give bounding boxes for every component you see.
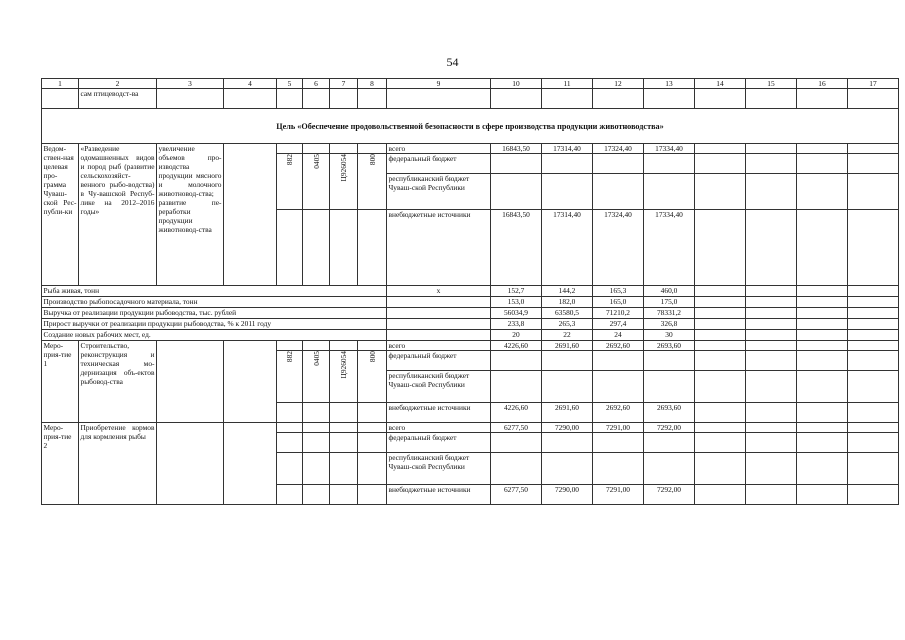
table-cell [797,330,848,341]
table-cell [277,210,303,286]
value-cell: 20 [491,330,542,341]
value-cell: 17314,40 [542,144,593,154]
table-cell [797,89,848,109]
table-cell [358,485,387,505]
table-cell [797,297,848,308]
table-cell [644,89,695,109]
value-cell [542,351,593,371]
table-cell [330,341,358,351]
indicator-mark [387,308,491,319]
rz-code: 0405 [303,351,330,403]
measure-row [42,341,899,351]
table-cell [277,485,303,505]
table-cell [695,297,746,308]
table-cell [491,89,542,109]
value-cell: 165,3 [593,286,644,297]
table-cell [330,433,358,453]
table-cell [746,433,797,453]
value-cell [491,433,542,453]
header-cell: 13 [644,79,695,89]
header-cell: 5 [277,79,303,89]
funding-source: федеральный бюджет [387,154,491,174]
funding-source: республиканский бюджет Чуваш-ской Республики [387,453,491,485]
header-cell: 1 [42,79,79,89]
table-cell [303,403,330,423]
value-cell: 17334,40 [644,210,695,286]
table-cell [797,403,848,423]
table-cell [277,423,303,433]
value-cell: 144,2 [542,286,593,297]
value-cell: 78331,2 [644,308,695,319]
vr-code: 800 [358,351,387,403]
value-cell: 2691,60 [542,403,593,423]
value-cell: 153,0 [491,297,542,308]
table-cell [695,423,746,433]
csr-code: Ц926054 [330,154,358,210]
table-cell [695,403,746,423]
table-cell [746,144,797,154]
value-cell: 7290,00 [542,423,593,433]
goal-row [42,109,899,144]
table-cell [695,286,746,297]
table-cell [695,433,746,453]
table-cell [277,341,303,351]
value-cell: 7292,00 [644,423,695,433]
indicator-mark [387,297,491,308]
table-cell [848,341,899,351]
value-cell [491,453,542,485]
table-cell [797,423,848,433]
value-cell: 2691,60 [542,341,593,351]
table-cell [746,89,797,109]
table-cell [746,403,797,423]
value-cell: 17334,40 [644,144,695,154]
program-table [41,78,899,505]
value-cell [542,154,593,174]
table-cell [277,433,303,453]
table-cell [224,89,277,109]
table-cell [42,89,79,109]
funding-source: республиканский бюджет Чуваш-ской Республики [387,371,491,403]
table-cell [224,423,277,505]
indicator-row [42,297,899,308]
table-cell [848,453,899,485]
table-cell [157,89,224,109]
continuation-row [42,89,899,109]
funding-source: всего [387,144,491,154]
header-cell: 11 [542,79,593,89]
value-cell [593,371,644,403]
indicator-label: Производство рыбопосадочного материала, тонн [42,297,387,308]
table-cell [277,144,303,154]
table-cell [303,144,330,154]
table-cell [330,423,358,433]
table-cell [358,403,387,423]
goal-text: Цель «Обеспечение продовольственной безопасности в сфере производства продукции животноводства» [42,109,899,144]
table-cell [358,210,387,286]
value-cell [542,174,593,210]
table-cell [157,341,224,423]
table-cell [746,286,797,297]
program-type: Ведом-ствен-ная целевая про-грамма Чуваш-ской Рес-публи-ки [42,144,79,286]
value-cell [644,371,695,403]
value-cell: 17324,40 [593,144,644,154]
table-cell [848,403,899,423]
header-cell: 9 [387,79,491,89]
value-cell [542,371,593,403]
table-cell [695,319,746,330]
table-cell [695,351,746,371]
table-cell [848,371,899,403]
table-cell [797,351,848,371]
value-cell: 460,0 [644,286,695,297]
value-cell: 2693,60 [644,341,695,351]
value-cell [593,154,644,174]
table-cell [695,144,746,154]
csr-code: Ц926054 [330,351,358,403]
value-cell: 2693,60 [644,403,695,423]
value-cell: 71210,2 [593,308,644,319]
header-cell: 14 [695,79,746,89]
value-cell: 7292,00 [644,485,695,505]
table-cell [303,423,330,433]
table-cell [358,341,387,351]
value-cell [491,154,542,174]
table-cell [848,308,899,319]
table-cell [848,433,899,453]
value-cell: 297,4 [593,319,644,330]
indicator-row [42,330,899,341]
table-cell [695,89,746,109]
table-cell [695,154,746,174]
funding-source: внебюджетные источники [387,485,491,505]
table-cell [797,371,848,403]
table-cell [746,154,797,174]
value-cell: 326,8 [644,319,695,330]
table-cell [797,453,848,485]
table-cell [797,210,848,286]
page-number: 54 [446,55,459,69]
table-cell [303,89,330,109]
table-cell [277,453,303,485]
value-cell: 24 [593,330,644,341]
value-cell [593,433,644,453]
grbs-code: 882 [277,351,303,403]
value-cell [593,174,644,210]
table-cell [695,174,746,210]
table-cell [387,89,491,109]
rz-code: 0405 [303,154,330,210]
table-cell [797,174,848,210]
header-cell: 17 [848,79,899,89]
table-cell [746,308,797,319]
value-cell [542,453,593,485]
value-cell: 16843,50 [491,210,542,286]
value-cell: 63580,5 [542,308,593,319]
table-cell [330,403,358,423]
table-cell [358,423,387,433]
value-cell [644,174,695,210]
header-cell: 4 [224,79,277,89]
table-cell [746,297,797,308]
program-goal-text: увеличение объемов про-изводства продукции мясного и молочного животновод-ства; развитие пе-реработки продукции животновод-ства [157,144,224,286]
table-cell [746,485,797,505]
table-cell [695,485,746,505]
value-cell [644,351,695,371]
measure-number: Меро-прия-тие 2 [42,423,79,505]
table-cell [695,210,746,286]
table-cell [848,144,899,154]
table-cell [797,433,848,453]
table-cell [746,330,797,341]
header-cell: 8 [358,79,387,89]
table-cell [848,319,899,330]
table-cell [542,89,593,109]
indicator-label: Прирост выручки от реализации продукции рыбоводства, % к 2011 году [42,319,387,330]
value-cell: 6277,50 [491,423,542,433]
value-cell: 4226,60 [491,341,542,351]
table-cell [848,423,899,433]
indicator-row [42,286,899,297]
table-cell [695,308,746,319]
table-cell [303,210,330,286]
indicator-mark [387,319,491,330]
value-cell [593,453,644,485]
value-cell: 7291,00 [593,485,644,505]
value-cell: 233,8 [491,319,542,330]
value-cell: 22 [542,330,593,341]
header-cell: 2 [79,79,157,89]
table-cell [848,286,899,297]
table-cell [848,210,899,286]
value-cell: 2692,60 [593,403,644,423]
header-cell: 16 [797,79,848,89]
header-cell: 7 [330,79,358,89]
table-cell [330,210,358,286]
table-cell [797,154,848,174]
indicator-row [42,319,899,330]
table-cell [797,308,848,319]
indicator-row [42,308,899,319]
table-cell [330,89,358,109]
table-cell [358,144,387,154]
table-cell [848,89,899,109]
table-cell [224,341,277,423]
value-cell [491,174,542,210]
table-cell [224,144,277,286]
value-cell: 30 [644,330,695,341]
table-cell [303,453,330,485]
table-cell [746,351,797,371]
table-cell [746,371,797,403]
value-cell: 7290,00 [542,485,593,505]
table-cell [330,485,358,505]
program-name: «Разведение одомашненных видов и пород рыб (развитие сельскохозяйст-венного рыбо-водства) в Чу-вашской Респуб-лике на 2012–2016 годы» [79,144,157,286]
table-cell [358,89,387,109]
value-cell: 6277,50 [491,485,542,505]
table-cell [746,453,797,485]
program-row [42,144,899,154]
vr-code: 800 [358,154,387,210]
table-cell [277,89,303,109]
funding-source: республиканский бюджет Чуваш-ской Республики [387,174,491,210]
header-cell: 15 [746,79,797,89]
table-cell [303,433,330,453]
value-cell: 16843,50 [491,144,542,154]
value-cell: 175,0 [644,297,695,308]
table-cell [746,341,797,351]
table-cell [848,154,899,174]
indicator-label: Выручка от реализации продукции рыбоводства, тыс. рублей [42,308,387,319]
header-cell: 12 [593,79,644,89]
funding-source: всего [387,423,491,433]
indicator-mark [387,330,491,341]
value-cell [542,433,593,453]
table-cell [797,319,848,330]
value-cell [644,154,695,174]
table-cell [330,453,358,485]
table-cell [358,453,387,485]
table-cell [330,144,358,154]
measure-number: Меро-прия-тие 1 [42,341,79,423]
header-cell: 3 [157,79,224,89]
indicator-label: Создание новых рабочих мест, ед. [42,330,387,341]
table-cell [848,485,899,505]
value-cell: 4226,60 [491,403,542,423]
value-cell [491,351,542,371]
funding-source: внебюджетные источники [387,210,491,286]
table-cell [303,341,330,351]
value-cell [491,371,542,403]
header-row [42,79,899,89]
value-cell: 17314,40 [542,210,593,286]
table-cell [695,341,746,351]
table-cell [695,371,746,403]
value-cell: 17324,40 [593,210,644,286]
header-cell: 10 [491,79,542,89]
table-cell [746,423,797,433]
table-cell [277,403,303,423]
table-cell [746,174,797,210]
measure-name: Приобретение кормов для кормления рыбы [79,423,157,505]
funding-source: всего [387,341,491,351]
funding-source: федеральный бюджет [387,351,491,371]
continuation-text: сам птицеводст-ва [79,89,157,109]
table-cell [695,330,746,341]
table-cell [746,319,797,330]
table-cell [848,297,899,308]
table-cell [157,423,224,505]
table-cell [593,89,644,109]
grbs-code: 882 [277,154,303,210]
value-cell [644,453,695,485]
value-cell: 7291,00 [593,423,644,433]
funding-source: внебюджетные источники [387,403,491,423]
table-cell [848,174,899,210]
table-cell [797,341,848,351]
indicator-mark: х [387,286,491,297]
value-cell: 152,7 [491,286,542,297]
measure-name: Строительство, реконструкция и техническая мо-дернизация объ-ектов рыбовод-ства [79,341,157,423]
value-cell: 265,3 [542,319,593,330]
value-cell: 165,0 [593,297,644,308]
value-cell: 2692,60 [593,341,644,351]
indicator-label: Рыба живая, тонн [42,286,387,297]
table-cell [358,433,387,453]
value-cell [644,433,695,453]
value-cell: 182,0 [542,297,593,308]
table-cell [695,453,746,485]
header-cell: 6 [303,79,330,89]
measure-row [42,423,899,433]
table-cell [797,286,848,297]
funding-source: федеральный бюджет [387,433,491,453]
value-cell: 56034,9 [491,308,542,319]
table-cell [746,210,797,286]
table-cell [303,485,330,505]
table-cell [848,330,899,341]
table-cell [797,144,848,154]
value-cell [593,351,644,371]
table-cell [848,351,899,371]
table-cell [797,485,848,505]
